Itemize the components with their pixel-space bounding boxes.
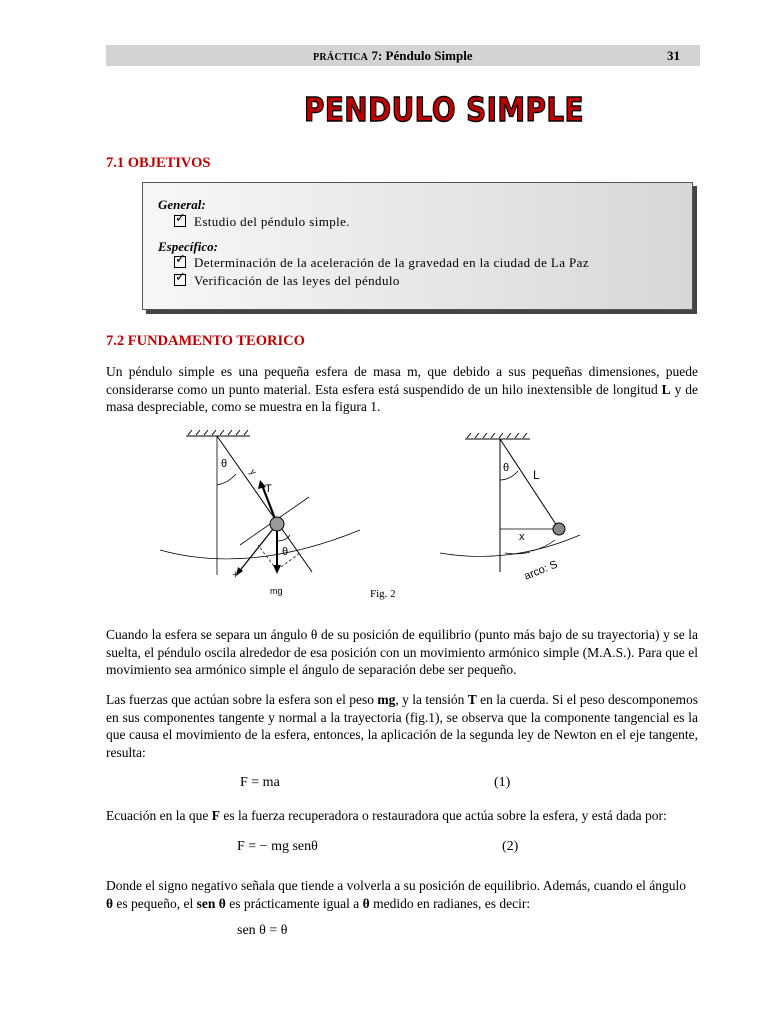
tangent-component-arrow (238, 524, 277, 573)
para-bold: T (467, 692, 477, 707)
header-practica-number: 7: (371, 48, 383, 63)
header-practica-title: Péndulo Simple (385, 48, 473, 63)
equation-3: sen θ = θ (237, 923, 288, 938)
string-line (500, 439, 559, 529)
section-title-theory: 7.2 FUNDAMENTO TEORICO (106, 333, 305, 349)
para-text: en la cuerda. Si el peso descomponemos en sus componentes tangente y normal a la trayectoria (fig.1), se observa que la componente tangencial es la que causa el movimiento de la esfera, entonces, la aplicación de la segunda ley de Newton en el eje tangente, resulta: (106, 692, 698, 760)
paragraph-displacement: Cuando la esfera se separa un ángulo θ de su posición de equilibrio (punto más bajo de su trayectoria) y se la suelta, el péndulo oscila alrededor de esa posición con un movimiento armónico simple (M.A.S.). Para que el movimiento sea armónico simple el ángulo de separación debe ser pequeño. (106, 627, 698, 677)
angle-arc (217, 474, 236, 485)
para-text: y de masa despreciable, como se muestra en la figura 1. (106, 381, 699, 414)
arc-brace (505, 552, 530, 554)
para-bold: sen θ (196, 895, 226, 911)
theta-label: θ (282, 546, 289, 558)
para-text: Ecuación en la que (106, 808, 212, 823)
checkbox-icon (174, 274, 186, 286)
section-title-objectives: 7.1 OBJETIVOS (106, 155, 211, 171)
equation-2-number: (2) (502, 839, 519, 854)
general-item-text: Estudio del péndulo simple. (194, 214, 350, 229)
paragraph-restoring-force (106, 807, 698, 825)
header-title (313, 48, 473, 64)
page-number: 31 (667, 48, 680, 63)
equation-1-number: (1) (494, 775, 511, 790)
length-label: L (533, 468, 540, 482)
para-text: , y la tensión (395, 692, 468, 707)
axis-x-label: x (231, 568, 242, 580)
ceiling-hatch (467, 433, 527, 438)
pendulum-bob (553, 523, 565, 535)
ceiling-hatch (188, 430, 248, 435)
specific-heading: Específico: (158, 239, 218, 254)
tension-label: T (265, 483, 272, 495)
page-header (106, 45, 700, 66)
objectives-box (142, 182, 693, 310)
paragraph-small-angle (106, 877, 698, 912)
checkbox-icon (174, 256, 186, 268)
theta-label: θ (221, 458, 228, 470)
para-text: Donde el signo negativo señala que tiende a volverla a su posición de equilibrio. Además, cuando el ángulo (106, 878, 686, 893)
x-label: x (519, 531, 525, 543)
specific-item-text: Verificación de las leyes del péndulo (194, 273, 400, 288)
para-bold: θ (106, 895, 114, 911)
figure-caption: Fig. 2 (370, 588, 396, 600)
pendulum-bob (270, 517, 284, 531)
pendulum-figure (100, 425, 600, 605)
para-text: es prácticamente igual a (225, 895, 363, 911)
paragraph-forces (106, 691, 698, 761)
left-pendulum-diagram (160, 430, 360, 596)
arc-label: arco: S (522, 558, 560, 583)
equation-2: F = − mg senθ (237, 839, 318, 854)
equation-1: F = ma (240, 775, 280, 790)
para-text: medido en radianes, es decir: (369, 895, 531, 911)
banner-title-text: PENDULO SIMPLE (304, 90, 584, 129)
header-practica-word: PRÁCTICA (313, 52, 369, 63)
specific-item (174, 273, 400, 289)
specific-item (174, 255, 589, 271)
dashed-component (277, 553, 300, 570)
theta-label: θ (503, 462, 510, 474)
para-bold: L (661, 381, 671, 397)
string-line (217, 436, 312, 572)
para-text: es la fuerza recuperadora o restauradora que actúa sobre la esfera, y está dada por: (219, 808, 667, 823)
weight-label: mg (270, 586, 283, 596)
paragraph-intro (106, 363, 698, 416)
para-bold: mg (377, 692, 396, 707)
general-item (174, 214, 350, 230)
checkbox-icon (174, 215, 186, 227)
para-text: Un péndulo simple es una pequeña esfera de masa m, que debido a sus pequeñas dimensiones, puede considerarse como un punto material. Esta esfera está suspendido de un hilo inextensible de longitud (106, 364, 698, 397)
banner-title (300, 86, 590, 132)
para-text: es pequeño, el (113, 895, 197, 911)
general-heading: General: (158, 197, 206, 212)
para-text: Las fuerzas que actúan sobre la esfera son el peso (106, 692, 378, 707)
para-bold: θ (362, 895, 370, 911)
axis-y-label: y (248, 466, 259, 477)
right-pendulum-diagram (440, 433, 580, 583)
para-bold: F (211, 808, 220, 823)
specific-item-text: Determinación de la aceleración de la gravedad en la ciudad de La Paz (194, 255, 590, 270)
